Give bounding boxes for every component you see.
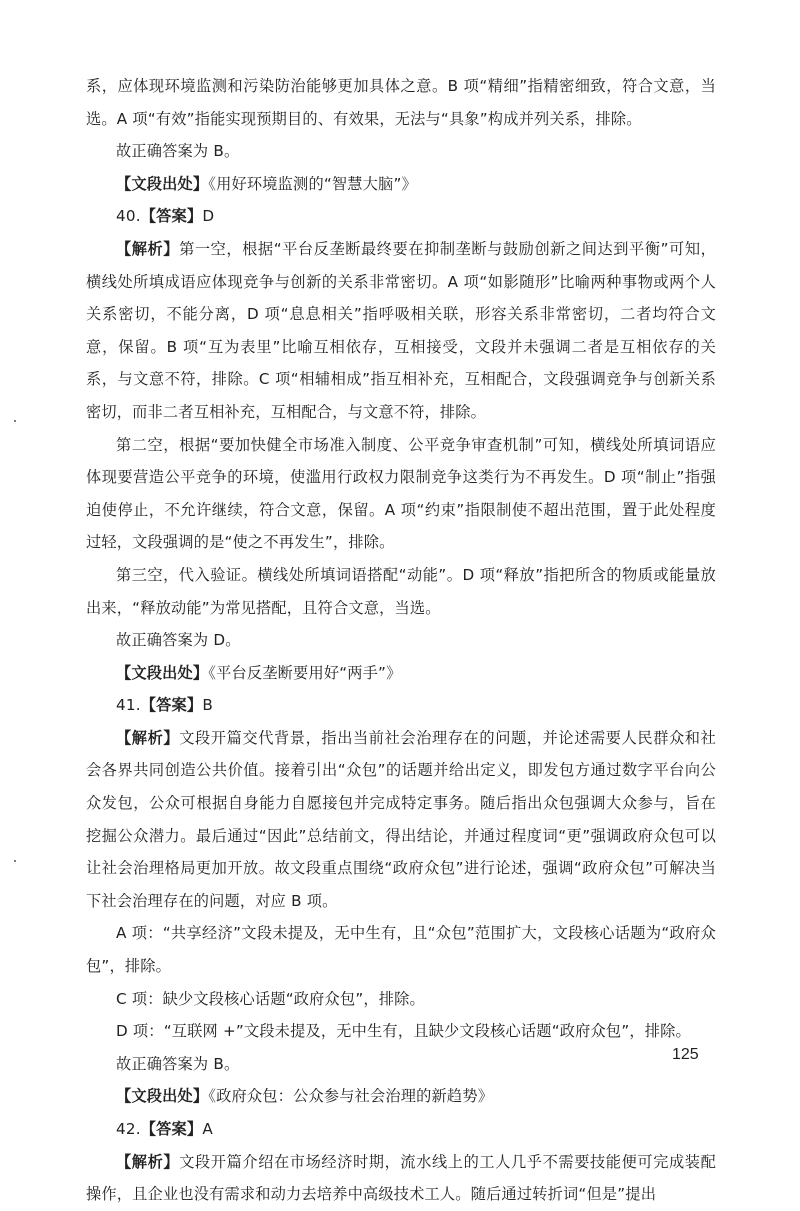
analysis-text: 文段开篇介绍在市场经济时期，流水线上的工人几乎不需要技能便可完成装配操作，且企业也没有需求和动力去培养中高级技术工人。随后通过转折词“但是”提出 <box>86 1152 716 1204</box>
answer-label: 【答案】 <box>140 696 203 715</box>
source-label: 【文段出处】 <box>116 1087 209 1106</box>
answer-line-42 <box>86 1113 716 1146</box>
answer-label: 【答案】 <box>140 207 203 226</box>
answer-explanation-text <box>86 70 716 1211</box>
source-title: 《用好环境监测的“智慧大脑”》 <box>208 174 417 193</box>
analysis-label: 【解析】 <box>116 728 180 747</box>
source-title: 《政府众包：公众参与社会治理的新趋势》 <box>208 1087 494 1106</box>
question-number: 42. <box>116 1120 141 1138</box>
analysis-text: 第一空，根据“平台反垄断最终要在抑制垄断与鼓励创新之间达到平衡”可知，横线处所填成语应体现竞争与创新的关系非常密切。A 项“如影随形”比喻两种事物或两个人关系密切，不能分离，D 项“息息相关”指呼吸相关联，形容关系非常密切，二者均符合文意，保留。B 项“互为表里”比喻互相依存，互相接受，文段并未强调二者是互相依存的关系，与文意不符，排除。C 项“相辅相成”指互相补充，互相配合，文段强调竞争与创新关系密切，而非二者互相补充，互相配合，与文意不符，排除。 <box>86 239 716 421</box>
conclusion-line: 故正确答案为 D。 <box>116 631 241 650</box>
page-number: 125 <box>672 1046 699 1063</box>
source-label: 【文段出处】 <box>116 174 209 193</box>
analysis-paragraph: 第二空，根据“要加快健全市场准入制度、公平竞争审查机制”可知，横线处所填词语应体现要营造公平竞争的环境，使滥用行政权力限制竞争这类行为不再发生。D 项“制止”指强迫使停止，不允许继续，符合文意，保留。A 项“约束”指限制使不超出范围，置于此处程度过轻，文段强调的是“使之不再发生”，排除。 <box>86 435 716 552</box>
option-analysis: D 项：“互联网 +”文段未提及，无中生有，且缺少文段核心话题“政府众包”，排除。 <box>116 1022 691 1041</box>
answer-value: D <box>202 207 215 226</box>
answer-line-40 <box>86 200 716 233</box>
source-line <box>86 168 716 201</box>
analysis-text: 文段开篇交代背景，指出当前社会治理存在的问题，并论述需要人民群众和社会各界共同创造公共价值。接着引出“众包”的话题并给出定义，即发包方通过数字平台向公众发包，公众可根据自身能力自愿接包并完成特定事务。随后指出众包强调大众参与，旨在挖掘公众潜力。最后通过“因此”总结前文，得出结论，并通过程度词“更”强调政府众包可以让社会治理格局更加开放。故文段重点围绕“政府众包”进行论述，强调“政府众包”可解决当下社会治理存在的问题，对应 B 项。 <box>86 728 716 910</box>
source-title: 《平台反垄断要用好“两手”》 <box>208 663 402 682</box>
analysis-label: 【解析】 <box>116 239 180 258</box>
scan-speck <box>14 420 16 422</box>
analysis-label: 【解析】 <box>116 1152 180 1171</box>
analysis-paragraph <box>86 233 716 429</box>
answer-line-41 <box>86 689 716 722</box>
question-number: 40. <box>116 207 141 226</box>
analysis-paragraph <box>86 722 716 918</box>
scan-speck <box>14 860 16 862</box>
source-line <box>86 1080 716 1113</box>
answer-value: A <box>202 1120 213 1138</box>
conclusion-line: 故正确答案为 B。 <box>116 1054 240 1073</box>
source-label: 【文段出处】 <box>116 663 209 682</box>
paragraph-continuation: 系，应体现环境监测和污染防治能够更加具体之意。B 项“精细”指精密细致，符合文意，当选。A 项“有效”指能实现预期目的、有效果，无法与“具象”构成并列关系，排除。 <box>86 77 716 128</box>
conclusion-line: 故正确答案为 B。 <box>116 142 240 161</box>
answer-label: 【答案】 <box>140 1120 203 1138</box>
answer-value: B <box>202 696 213 715</box>
analysis-paragraph <box>86 1146 716 1211</box>
question-number: 41. <box>116 696 141 715</box>
source-line <box>86 657 716 690</box>
option-analysis: A 项：“共享经济”文段未提及，无中生有，且“众包”范围扩大，文段核心话题为“政府众包”，排除。 <box>86 924 716 976</box>
analysis-paragraph: 第三空，代入验证。横线处所填词语搭配“动能”。D 项“释放”指把所含的物质或能量放出来，“释放动能”为常见搭配，且符合文意，当选。 <box>86 565 716 617</box>
option-analysis: C 项：缺少文段核心话题“政府众包”，排除。 <box>116 989 425 1008</box>
